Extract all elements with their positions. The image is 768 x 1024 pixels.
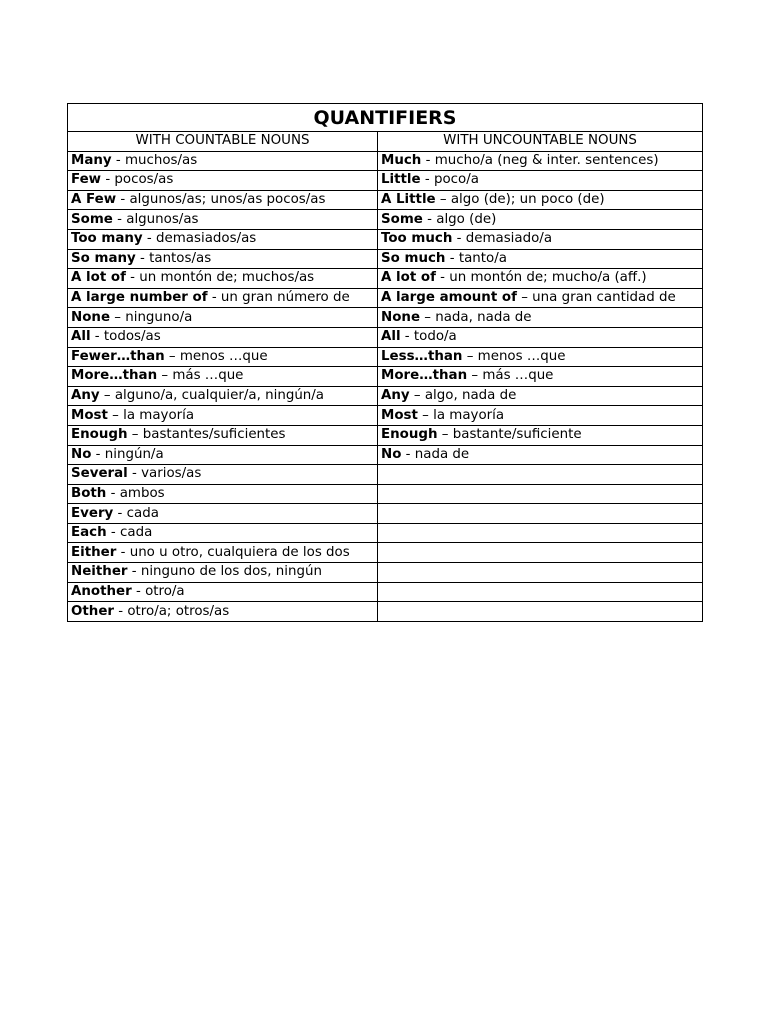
uncountable-cell <box>378 504 703 524</box>
uncountable-cell <box>378 171 703 191</box>
countable-cell <box>68 190 378 210</box>
table-row <box>68 288 703 308</box>
table-row <box>68 367 703 387</box>
countable-cell <box>68 602 378 622</box>
table-row <box>68 327 703 347</box>
uncountable-cell <box>378 523 703 543</box>
countable-cell <box>68 367 378 387</box>
quantifier-translation: - pocos/as <box>101 172 174 188</box>
quantifier-translation: – bastantes/suficientes <box>127 427 286 443</box>
table-row <box>68 406 703 426</box>
quantifier-translation: - demasiados/as <box>142 231 257 247</box>
uncountable-cell <box>378 425 703 445</box>
quantifier-translation: – la mayoría <box>417 407 505 423</box>
table-row <box>68 269 703 289</box>
quantifier-term: Few <box>71 172 102 188</box>
quantifier-term: Fewer…than <box>71 348 165 364</box>
quantifier-translation: - un montón de; mucho/a (aff.) <box>435 270 647 286</box>
quantifier-term: A Little <box>381 192 436 208</box>
countable-cell <box>68 504 378 524</box>
quantifier-term: Less…than <box>381 348 463 364</box>
quantifier-term: Most <box>381 407 418 423</box>
quantifier-term: Too much <box>381 231 453 247</box>
header-row <box>68 132 703 152</box>
quantifier-translation: - tantos/as <box>135 250 212 266</box>
table-row <box>68 425 703 445</box>
quantifier-term: More…than <box>381 368 468 384</box>
uncountable-cell <box>378 484 703 504</box>
quantifier-term: No <box>71 446 92 462</box>
quantifier-term: No <box>381 446 402 462</box>
quantifier-term: None <box>71 309 111 325</box>
table-row <box>68 386 703 406</box>
uncountable-cell <box>378 347 703 367</box>
quantifier-translation: - cada <box>106 525 153 541</box>
uncountable-cell <box>378 445 703 465</box>
uncountable-cell <box>378 327 703 347</box>
countable-cell <box>68 269 378 289</box>
quantifier-translation: - un montón de; muchos/as <box>125 270 315 286</box>
uncountable-cell <box>378 543 703 563</box>
table-title: QUANTIFIERS <box>68 104 703 132</box>
uncountable-cell <box>378 308 703 328</box>
quantifier-translation: - nada de <box>401 446 470 462</box>
countable-cell <box>68 445 378 465</box>
countable-cell <box>68 582 378 602</box>
quantifier-term: Some <box>71 211 113 227</box>
uncountable-cell <box>378 249 703 269</box>
quantifier-translation: – nada, nada de <box>420 309 532 325</box>
quantifier-term: Much <box>381 152 422 168</box>
table-row <box>68 563 703 583</box>
quantifier-term: Any <box>381 388 410 404</box>
countable-cell <box>68 151 378 171</box>
quantifier-translation: - un gran número de <box>207 290 350 306</box>
quantifier-term: Several <box>71 466 128 482</box>
table-row <box>68 308 703 328</box>
table-row <box>68 229 703 249</box>
uncountable-cell <box>378 210 703 230</box>
quantifier-term: Some <box>381 211 423 227</box>
quantifier-term: More…than <box>71 368 158 384</box>
quantifier-translation: - ninguno de los dos, ningún <box>127 564 322 580</box>
uncountable-cell <box>378 406 703 426</box>
quantifier-translation: - uno u otro, cualquiera de los dos <box>116 544 350 560</box>
uncountable-cell <box>378 190 703 210</box>
countable-cell <box>68 327 378 347</box>
table-row <box>68 171 703 191</box>
quantifier-term: Both <box>71 485 107 501</box>
table-row <box>68 543 703 563</box>
quantifier-translation: - ningún/a <box>91 446 164 462</box>
quantifier-term: Other <box>71 603 115 619</box>
uncountable-cell <box>378 602 703 622</box>
quantifier-term: None <box>381 309 421 325</box>
quantifier-term: Another <box>71 583 132 599</box>
title-row <box>68 104 703 132</box>
quantifier-term: Little <box>381 172 421 188</box>
uncountable-cell <box>378 367 703 387</box>
quantifiers-table <box>67 103 703 622</box>
quantifier-term: Each <box>71 525 107 541</box>
quantifier-translation: - mucho/a (neg & inter. sentences) <box>421 152 659 168</box>
quantifier-translation: - tanto/a <box>445 250 507 266</box>
countable-cell <box>68 484 378 504</box>
quantifier-translation: - demasiado/a <box>452 231 553 247</box>
countable-cell <box>68 210 378 230</box>
quantifier-translation: - muchos/as <box>111 152 198 168</box>
quantifier-term: Neither <box>71 564 128 580</box>
quantifier-translation: - otro/a; otros/as <box>114 603 230 619</box>
countable-cell <box>68 249 378 269</box>
table-row <box>68 465 703 485</box>
quantifier-translation: - ambos <box>106 485 165 501</box>
quantifier-term: All <box>381 329 401 345</box>
table-row <box>68 484 703 504</box>
quantifier-translation: – algo (de); un poco (de) <box>435 192 605 208</box>
quantifier-translation: – bastante/suficiente <box>437 427 582 443</box>
uncountable-cell <box>378 386 703 406</box>
quantifier-translation: - todos/as <box>90 329 161 345</box>
uncountable-cell <box>378 288 703 308</box>
quantifier-translation: – alguno/a, cualquier/a, ningún/a <box>99 388 325 404</box>
uncountable-cell <box>378 465 703 485</box>
countable-cell <box>68 171 378 191</box>
table-row <box>68 582 703 602</box>
table-row <box>68 190 703 210</box>
quantifier-translation: - otro/a <box>131 583 185 599</box>
quantifier-term: A Few <box>71 192 117 208</box>
quantifier-term: A large amount of <box>381 290 517 306</box>
table-row <box>68 602 703 622</box>
quantifiers-table-body <box>68 104 703 622</box>
countable-cell <box>68 465 378 485</box>
quantifier-translation: - poco/a <box>420 172 479 188</box>
quantifier-term: Many <box>71 152 112 168</box>
quantifier-translation: - cada <box>113 505 159 521</box>
countable-cell <box>68 229 378 249</box>
quantifier-term: So much <box>381 250 446 266</box>
table-row <box>68 210 703 230</box>
quantifier-translation: - algo (de) <box>422 211 497 227</box>
uncountable-cell <box>378 151 703 171</box>
uncountable-cell <box>378 229 703 249</box>
quantifier-term: Too many <box>71 231 143 247</box>
countable-cell <box>68 386 378 406</box>
table-row <box>68 504 703 524</box>
countable-cell <box>68 288 378 308</box>
uncountable-cell <box>378 582 703 602</box>
countable-cell <box>68 543 378 563</box>
quantifier-term: Every <box>71 505 114 521</box>
table-row <box>68 523 703 543</box>
quantifier-translation: – menos …que <box>164 348 268 364</box>
quantifier-term: Enough <box>71 427 128 443</box>
table-row <box>68 347 703 367</box>
countable-cell <box>68 308 378 328</box>
quantifier-term: Either <box>71 544 117 560</box>
quantifier-translation: – más …que <box>157 368 244 384</box>
quantifier-translation: - todo/a <box>400 329 457 345</box>
uncountable-cell <box>378 269 703 289</box>
countable-cell <box>68 406 378 426</box>
quantifier-term: A large number of <box>71 290 208 306</box>
quantifier-translation: – algo, nada de <box>409 388 517 404</box>
quantifier-term: All <box>71 329 91 345</box>
quantifier-term: Most <box>71 407 108 423</box>
countable-cell <box>68 523 378 543</box>
quantifier-term: Enough <box>381 427 438 443</box>
quantifier-term: Any <box>71 388 100 404</box>
table-row <box>68 151 703 171</box>
table-row <box>68 445 703 465</box>
quantifier-translation: – la mayoría <box>107 407 195 423</box>
quantifier-translation: – una gran cantidad de <box>516 290 676 306</box>
uncountable-cell <box>378 563 703 583</box>
header-uncountable: WITH UNCOUNTABLE NOUNS <box>378 132 703 152</box>
quantifier-translation: - varios/as <box>127 466 202 482</box>
countable-cell <box>68 347 378 367</box>
quantifier-translation: - algunos/as; unos/as pocos/as <box>116 192 326 208</box>
countable-cell <box>68 563 378 583</box>
header-countable: WITH COUNTABLE NOUNS <box>68 132 378 152</box>
table-row <box>68 249 703 269</box>
quantifier-translation: – más …que <box>467 368 554 384</box>
quantifier-translation: - algunos/as <box>112 211 199 227</box>
quantifier-translation: – ninguno/a <box>110 309 193 325</box>
quantifier-term: So many <box>71 250 136 266</box>
quantifier-translation: – menos …que <box>462 348 566 364</box>
quantifier-term: A lot of <box>71 270 126 286</box>
countable-cell <box>68 425 378 445</box>
quantifier-term: A lot of <box>381 270 436 286</box>
